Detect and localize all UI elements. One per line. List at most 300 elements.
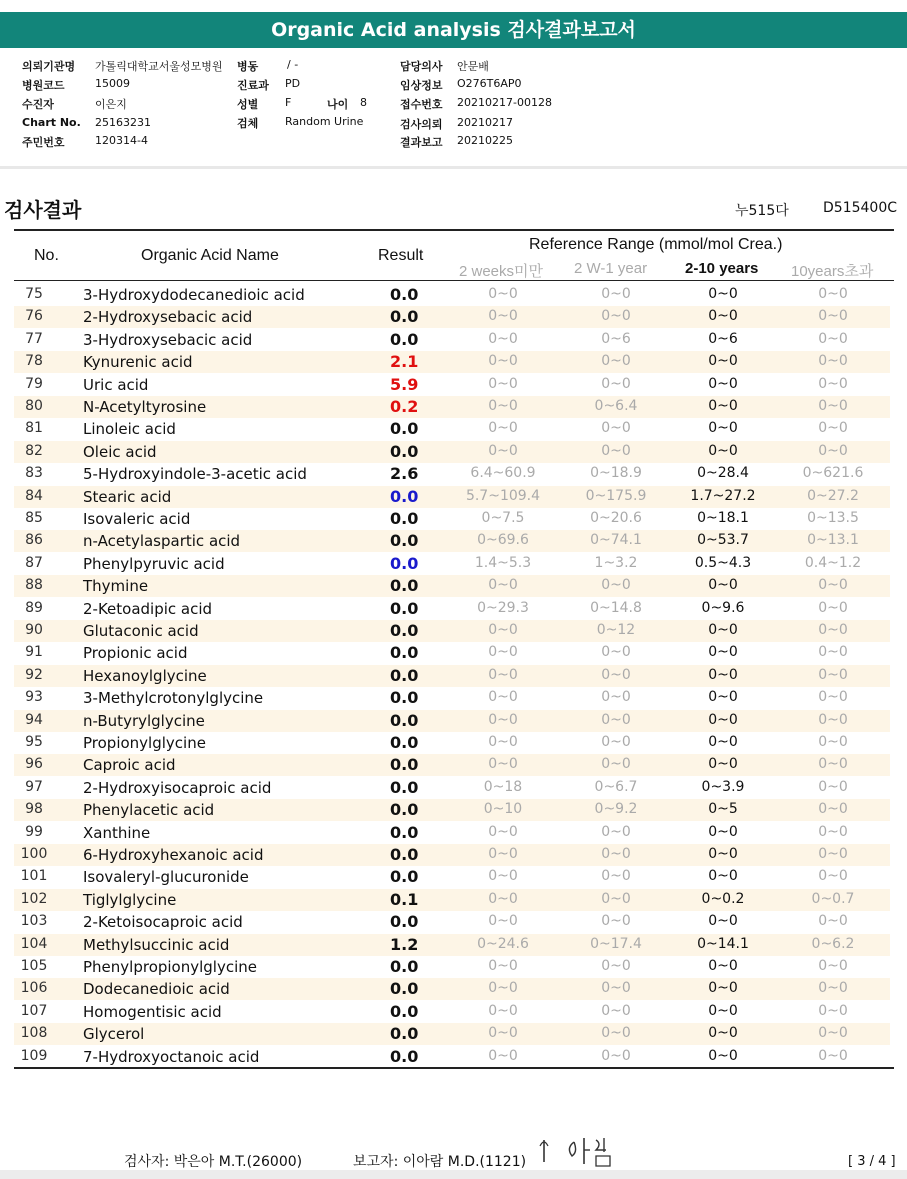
reference-range-2-10y: 0~5 (708, 801, 738, 818)
reference-range-10y-plus: 0~0 (818, 801, 848, 818)
reference-range-2w-1y: 0~0 (601, 958, 631, 974)
reference-range-2weeks: 0~0 (488, 980, 518, 997)
header-value: 이은지 (95, 98, 127, 111)
report-code: 누515다 (735, 203, 789, 219)
table-row (14, 553, 890, 575)
table-row (14, 329, 890, 351)
row-number: 94 (25, 711, 43, 728)
table-row (14, 844, 890, 866)
header-label: 임상정보 (400, 79, 443, 92)
reference-range-2w-1y: 0~0 (601, 1025, 631, 1042)
reference-range-10y-plus: 0~0 (818, 778, 848, 795)
row-number: 100 (20, 846, 48, 862)
result-value: 0.0 (390, 777, 419, 797)
result-value: 0.0 (390, 531, 419, 551)
table-row (14, 889, 890, 911)
reference-range-2-10y: 0~0 (708, 1025, 738, 1042)
row-number: 75 (25, 286, 43, 302)
reference-range-2w-1y: 0~0 (601, 846, 631, 862)
footer-bar (0, 1170, 907, 1179)
table-row (14, 418, 890, 440)
result-value: 0.0 (390, 1024, 419, 1044)
reference-range-2w-1y: 0~0 (601, 577, 631, 594)
organic-acid-name: Xanthine (83, 823, 151, 842)
organic-acid-name: Hexanoylglycine (83, 666, 207, 685)
reference-range-2w-1y: 0~17.4 (590, 935, 642, 952)
reference-range-2-10y: 0~6 (708, 330, 738, 347)
reference-range-10y-plus: 0~0 (818, 711, 848, 728)
reference-range-2-10y: 0~9.6 (701, 599, 745, 616)
reference-range-2w-1y: 0~0 (601, 756, 631, 773)
table-row (14, 822, 890, 844)
reference-range-10y-plus: 0~0 (818, 442, 848, 459)
organic-acid-name: 5-Hydroxyindole-3-acetic acid (83, 465, 307, 484)
header-value: O276T6AP0 (457, 77, 522, 90)
reference-range-2weeks: 1.4~5.3 (474, 554, 532, 571)
header-value: 120314-4 (95, 134, 148, 147)
header-value: 20210225 (457, 134, 513, 147)
reference-range-2w-1y: 0~0 (601, 734, 631, 750)
reference-range-2-10y: 0~0 (708, 711, 738, 728)
row-number: 98 (25, 801, 43, 818)
organic-acid-name: N-Acetyltyrosine (83, 398, 207, 416)
row-number: 83 (25, 465, 43, 482)
reference-range-2-10y: 0~0 (708, 756, 738, 773)
organic-acid-name: Tiglylglycine (83, 890, 177, 909)
reference-range-2w-1y: 0~12 (596, 622, 636, 638)
reference-range-2-10y: 0~0 (708, 868, 738, 885)
organic-acid-name: Caproic acid (83, 756, 176, 775)
row-number: 105 (20, 958, 48, 974)
row-number: 84 (25, 487, 43, 504)
result-value: 1.2 (390, 934, 419, 954)
handwritten-signature (538, 1134, 618, 1168)
reference-range-10y-plus: 0~0 (818, 958, 848, 974)
row-number: 93 (25, 689, 43, 706)
header-label: 병원코드 (22, 79, 65, 92)
header-value: 8 (360, 96, 367, 109)
reference-range-2w-1y: 0~0 (601, 308, 631, 325)
result-value: 0.0 (390, 553, 419, 573)
organic-acid-name: Glycerol (83, 1025, 145, 1044)
header-label: 나이 (327, 98, 349, 111)
header-label: 접수번호 (400, 98, 443, 111)
organic-acid-name: 2-Hydroxyisocaproic acid (83, 778, 272, 797)
reference-range-10y-plus: 0~0 (818, 420, 848, 437)
result-value: 0.0 (390, 1046, 419, 1066)
header-label: 병동 (237, 60, 259, 73)
reference-range-2-10y: 0~0 (708, 958, 738, 974)
organic-acid-name: Isovaleryl-glucuronide (83, 868, 249, 887)
organic-acid-name: Propionylglycine (83, 734, 206, 752)
reference-range-2w-1y: 0~74.1 (590, 532, 642, 549)
reference-range-10y-plus: 0~0 (818, 599, 848, 616)
reference-range-2weeks: 0~29.3 (477, 599, 529, 616)
reference-range-10y-plus: 0~0 (818, 1047, 848, 1064)
header-value: 20210217 (457, 116, 513, 129)
result-value: 0.0 (390, 329, 419, 349)
reference-range-2-10y: 0~0 (708, 622, 738, 638)
organic-acid-name: Phenylacetic acid (83, 801, 215, 820)
row-number: 91 (25, 644, 43, 661)
reference-range-2-10y: 1.7~27.2 (690, 487, 756, 504)
col-header-name: Organic Acid Name (141, 247, 279, 264)
result-value: 2.6 (390, 464, 419, 484)
table-row (14, 284, 890, 306)
organic-acid-name: Uric acid (83, 375, 149, 394)
result-value: 0.0 (390, 845, 419, 864)
table-row (14, 306, 890, 328)
result-value: 0.0 (390, 621, 419, 640)
row-number: 103 (20, 913, 48, 930)
organic-acid-name: 3-Methylcrotonylglycine (83, 689, 264, 708)
result-value: 0.0 (390, 665, 419, 685)
reference-range-10y-plus: 0~0 (818, 823, 848, 840)
header-value: PD (285, 77, 301, 90)
result-value: 0.0 (390, 710, 419, 730)
col-header-result: Result (378, 247, 424, 264)
table-row (14, 575, 890, 597)
reference-range-2w-1y: 0~0 (601, 353, 631, 370)
row-number: 82 (25, 442, 43, 459)
reference-range-2-10y: 0~0 (708, 375, 738, 392)
reference-range-2w-1y: 0~0 (601, 890, 631, 907)
header-label: 결과보고 (400, 136, 443, 149)
reference-range-10y-plus: 0~0 (818, 622, 848, 638)
reference-range-10y-plus: 0~0 (818, 734, 848, 750)
reference-range-10y-plus: 0~0 (818, 1002, 848, 1019)
reference-range-2weeks: 0~0 (488, 286, 518, 302)
reference-range-10y-plus: 0~0 (818, 666, 848, 683)
organic-acid-name: 2-Hydroxysebacic acid (83, 308, 253, 327)
result-value: 0.0 (390, 643, 419, 663)
result-value: 0.1 (390, 889, 419, 909)
row-number: 101 (20, 868, 48, 885)
reference-range-10y-plus: 0~621.6 (802, 465, 864, 482)
reference-range-2weeks: 0~0 (488, 666, 518, 683)
table-row (14, 1046, 890, 1068)
reference-range-10y-plus: 0~0 (818, 644, 848, 661)
reference-range-2weeks: 0~0 (488, 823, 518, 840)
section-title: 검사결과 (4, 198, 82, 222)
row-number: 106 (20, 980, 48, 997)
reference-range-2-10y: 0~18.1 (697, 510, 749, 526)
col-header-range: 2 weeks미만 (459, 263, 544, 280)
header-value: 20210217-00128 (457, 96, 552, 109)
reference-range-2-10y: 0~0 (708, 308, 738, 325)
table-row (14, 777, 890, 799)
reference-range-10y-plus: 0~0.7 (811, 890, 855, 907)
reference-range-2-10y: 0~0 (708, 846, 738, 862)
col-header-range: 2-10 years (685, 260, 759, 277)
reference-range-2weeks: 0~0 (488, 958, 518, 974)
tester-signature-line: 검사자: 박은아 M.T.(26000) (124, 1154, 303, 1170)
col-header-range: 2 W-1 year (574, 260, 648, 277)
reference-range-2-10y: 0~28.4 (697, 465, 749, 482)
reference-range-10y-plus: 0~0 (818, 286, 848, 302)
reference-range-2-10y: 0~0 (708, 442, 738, 459)
row-number: 108 (20, 1025, 48, 1042)
organic-acid-name: Oleic acid (83, 442, 157, 461)
header-value: F (285, 96, 292, 109)
row-number: 85 (25, 510, 43, 526)
reference-range-2-10y: 0~53.7 (697, 532, 749, 549)
organic-acid-name: Methylsuccinic acid (83, 935, 230, 954)
reference-range-2weeks: 0~0 (488, 734, 518, 750)
result-value: 0.0 (390, 598, 419, 618)
header-value: 가톨릭대학교서울성모병원 (95, 60, 223, 73)
reference-range-2weeks: 0~7.5 (481, 510, 525, 526)
reference-range-2weeks: 0~0 (488, 398, 518, 414)
reference-range-2w-1y: 0~175.9 (585, 487, 647, 504)
reference-range-10y-plus: 0~0 (818, 353, 848, 370)
result-value: 0.0 (390, 285, 419, 304)
reference-range-2w-1y: 0~14.8 (590, 599, 642, 616)
reference-range-2w-1y: 0~0 (601, 442, 631, 459)
reference-range-2weeks: 0~0 (488, 890, 518, 907)
row-number: 81 (25, 420, 43, 437)
table-row (14, 754, 890, 776)
table-row (14, 374, 890, 396)
reference-range-2w-1y: 1~3.2 (594, 554, 638, 571)
reference-range-2w-1y: 0~0 (601, 980, 631, 997)
row-number: 76 (25, 308, 43, 325)
reference-range-2weeks: 0~18 (483, 778, 523, 795)
organic-acid-name: 6-Hydroxyhexanoic acid (83, 846, 264, 864)
row-number: 95 (25, 734, 43, 750)
organic-acid-name: Isovaleric acid (83, 510, 191, 528)
reference-range-2weeks: 0~0 (488, 644, 518, 661)
table-row (14, 441, 890, 463)
header-value: 15009 (95, 77, 130, 90)
table-bottom-border (14, 1067, 894, 1069)
table-row (14, 710, 890, 732)
table-row (14, 508, 890, 530)
reference-range-10y-plus: 0~6.2 (811, 935, 855, 952)
reference-range-2-10y: 0~3.9 (701, 778, 745, 795)
table-row (14, 799, 890, 821)
organic-acid-name: n-Butyrylglycine (83, 711, 205, 730)
organic-acid-name: Propionic acid (83, 644, 188, 663)
table-row (14, 351, 890, 373)
reference-range-2weeks: 0~0 (488, 868, 518, 885)
reference-range-2w-1y: 0~0 (601, 286, 631, 302)
table-row (14, 911, 890, 933)
table-row (14, 732, 890, 754)
reference-range-2w-1y: 0~0 (601, 823, 631, 840)
result-value: 0.0 (390, 486, 419, 506)
table-row (14, 1001, 890, 1023)
report-code: D515400C (823, 200, 897, 216)
reference-range-2-10y: 0~0 (708, 823, 738, 840)
reference-range-2weeks: 0~0 (488, 577, 518, 594)
reference-range-2w-1y: 0~18.9 (590, 465, 642, 482)
header-label: 주민번호 (22, 136, 65, 149)
col-header-reference: Reference Range (mmol/mol Crea.) (529, 236, 783, 253)
reference-range-2weeks: 0~0 (488, 375, 518, 392)
reference-range-2w-1y: 0~0 (601, 711, 631, 728)
organic-acid-name: Glutaconic acid (83, 622, 199, 640)
reference-range-2weeks: 0~0 (488, 353, 518, 370)
reference-range-2-10y: 0~0 (708, 734, 738, 750)
reference-range-2weeks: 0~0 (488, 689, 518, 706)
result-value: 0.0 (390, 912, 419, 932)
table-row (14, 665, 890, 687)
reference-range-2-10y: 0~0 (708, 913, 738, 930)
table-row (14, 934, 890, 956)
reference-range-2-10y: 0~0.2 (701, 890, 745, 907)
reference-range-10y-plus: 0~0 (818, 308, 848, 325)
result-value: 0.0 (390, 867, 419, 887)
header-label: 담당의사 (400, 60, 443, 73)
row-number: 92 (25, 666, 43, 683)
reference-range-2weeks: 0~0 (488, 330, 518, 347)
report-title-banner: Organic Acid analysis 검사결과보고서 (0, 12, 907, 48)
reference-range-2weeks: 0~0 (488, 442, 518, 459)
header-label: Chart No. (22, 116, 81, 129)
result-value: 0.0 (390, 1001, 419, 1021)
reference-range-10y-plus: 0~13.5 (807, 510, 859, 526)
reference-range-10y-plus: 0~0 (818, 375, 848, 392)
reference-range-10y-plus: 0~0 (818, 577, 848, 594)
reference-range-2w-1y: 0~0 (601, 689, 631, 706)
header-label: 진료과 (237, 79, 269, 92)
header-label: 검체 (237, 117, 259, 130)
reference-range-2weeks: 0~10 (483, 801, 523, 818)
reference-range-10y-plus: 0~27.2 (807, 487, 859, 504)
reference-range-2weeks: 0~0 (488, 756, 518, 773)
header-label: 검사의뢰 (400, 118, 443, 131)
row-number: 79 (25, 375, 43, 392)
reference-range-10y-plus: 0~0 (818, 330, 848, 347)
table-row (14, 598, 890, 620)
reference-range-2-10y: 0~0 (708, 644, 738, 661)
col-header-range: 10years초과 (791, 263, 874, 280)
table-row (14, 956, 890, 978)
reference-range-2-10y: 0~0 (708, 689, 738, 706)
col-header-no: No. (34, 247, 59, 264)
reference-range-10y-plus: 0~0 (818, 1025, 848, 1042)
reference-range-2w-1y: 0~0 (601, 420, 631, 437)
header-label: 성별 (237, 98, 259, 111)
reference-range-2weeks: 0~0 (488, 1047, 518, 1064)
table-row (14, 463, 890, 485)
reference-range-2w-1y: 0~0 (601, 1002, 631, 1019)
organic-acid-name: Phenylpropionylglycine (83, 958, 258, 976)
result-value: 0.0 (390, 957, 419, 976)
reference-range-10y-plus: 0~13.1 (807, 532, 859, 549)
table-row (14, 1023, 890, 1045)
table-row (14, 486, 890, 508)
reference-range-2-10y: 0~0 (708, 353, 738, 370)
result-value: 0.0 (390, 576, 419, 596)
reference-range-10y-plus: 0~0 (818, 913, 848, 930)
row-number: 90 (25, 622, 43, 638)
result-value: 0.0 (390, 688, 419, 708)
organic-acid-name: 2-Ketoadipic acid (83, 599, 213, 618)
reference-range-2weeks: 0~0 (488, 913, 518, 930)
table-row (14, 530, 890, 552)
organic-acid-name: Thymine (83, 577, 149, 596)
reference-range-10y-plus: 0~0 (818, 846, 848, 862)
reference-range-10y-plus: 0~0 (818, 980, 848, 997)
header-value: / - (287, 58, 299, 71)
table-row (14, 687, 890, 709)
reference-range-2weeks: 0~0 (488, 711, 518, 728)
reference-range-2-10y: 0~14.1 (697, 935, 749, 952)
reference-range-2-10y: 0~0 (708, 577, 738, 594)
organic-acid-name: Dodecanedioic acid (83, 980, 230, 999)
reference-range-10y-plus: 0.4~1.2 (804, 554, 862, 571)
reference-range-2w-1y: 0~0 (601, 1047, 631, 1064)
row-number: 78 (25, 353, 43, 370)
reference-range-2-10y: 0~0 (708, 980, 738, 997)
organic-acid-name: Kynurenic acid (83, 353, 193, 372)
table-row (14, 866, 890, 888)
row-number: 89 (25, 599, 43, 616)
row-number: 87 (25, 554, 43, 571)
row-number: 88 (25, 577, 43, 594)
row-number: 86 (25, 532, 43, 549)
reference-range-2-10y: 0~0 (708, 1047, 738, 1064)
reference-range-2-10y: 0~0 (708, 286, 738, 302)
header-value: 안문배 (457, 60, 489, 73)
reference-range-2weeks: 6.4~60.9 (470, 465, 536, 482)
reference-range-2w-1y: 0~20.6 (590, 510, 642, 526)
reference-range-2w-1y: 0~6.4 (594, 398, 638, 414)
result-value: 0.0 (390, 822, 419, 842)
reference-range-2w-1y: 0~0 (601, 868, 631, 885)
reference-range-2w-1y: 0~0 (601, 666, 631, 683)
reference-range-10y-plus: 0~0 (818, 398, 848, 414)
row-number: 109 (20, 1047, 48, 1064)
header-label: 의뢰기관명 (22, 60, 76, 73)
reporter-signature-line: 보고자: 이아람 M.D.(1121) (353, 1154, 527, 1170)
reference-range-2weeks: 5.7~109.4 (465, 487, 541, 504)
reference-range-2weeks: 0~69.6 (477, 532, 529, 549)
row-number: 104 (20, 935, 48, 952)
organic-acid-name: n-Acetylaspartic acid (83, 532, 241, 551)
result-value: 0.0 (390, 441, 419, 461)
reference-range-2-10y: 0~0 (708, 398, 738, 414)
reference-range-10y-plus: 0~0 (818, 868, 848, 885)
result-value: 5.9 (390, 374, 419, 394)
reference-range-2w-1y: 0~0 (601, 375, 631, 392)
reference-range-2-10y: 0~0 (708, 666, 738, 683)
reference-range-2w-1y: 0~0 (601, 913, 631, 930)
row-number: 102 (20, 890, 48, 907)
reference-range-2w-1y: 0~6.7 (594, 778, 638, 795)
organic-acid-name: 3-Hydroxysebacic acid (83, 330, 253, 349)
reference-range-2weeks: 0~24.6 (477, 935, 529, 952)
reference-range-2weeks: 0~0 (488, 1025, 518, 1042)
organic-acid-name: 3-Hydroxydodecanedioic acid (83, 286, 305, 304)
row-number: 77 (25, 330, 43, 347)
reference-range-2weeks: 0~0 (488, 308, 518, 325)
row-number: 96 (25, 756, 43, 773)
reference-range-2w-1y: 0~9.2 (594, 801, 638, 818)
result-value: 0.0 (390, 800, 419, 820)
reference-range-10y-plus: 0~0 (818, 689, 848, 706)
table-row (14, 642, 890, 664)
table-row (14, 396, 890, 418)
reference-range-2w-1y: 0~6 (601, 330, 631, 347)
organic-acid-name: Homogentisic acid (83, 1002, 222, 1021)
page-number: [ 3 / 4 ] (848, 1154, 896, 1169)
header-value: Random Urine (285, 115, 364, 128)
reference-range-2w-1y: 0~0 (601, 644, 631, 661)
reference-range-10y-plus: 0~0 (818, 756, 848, 773)
